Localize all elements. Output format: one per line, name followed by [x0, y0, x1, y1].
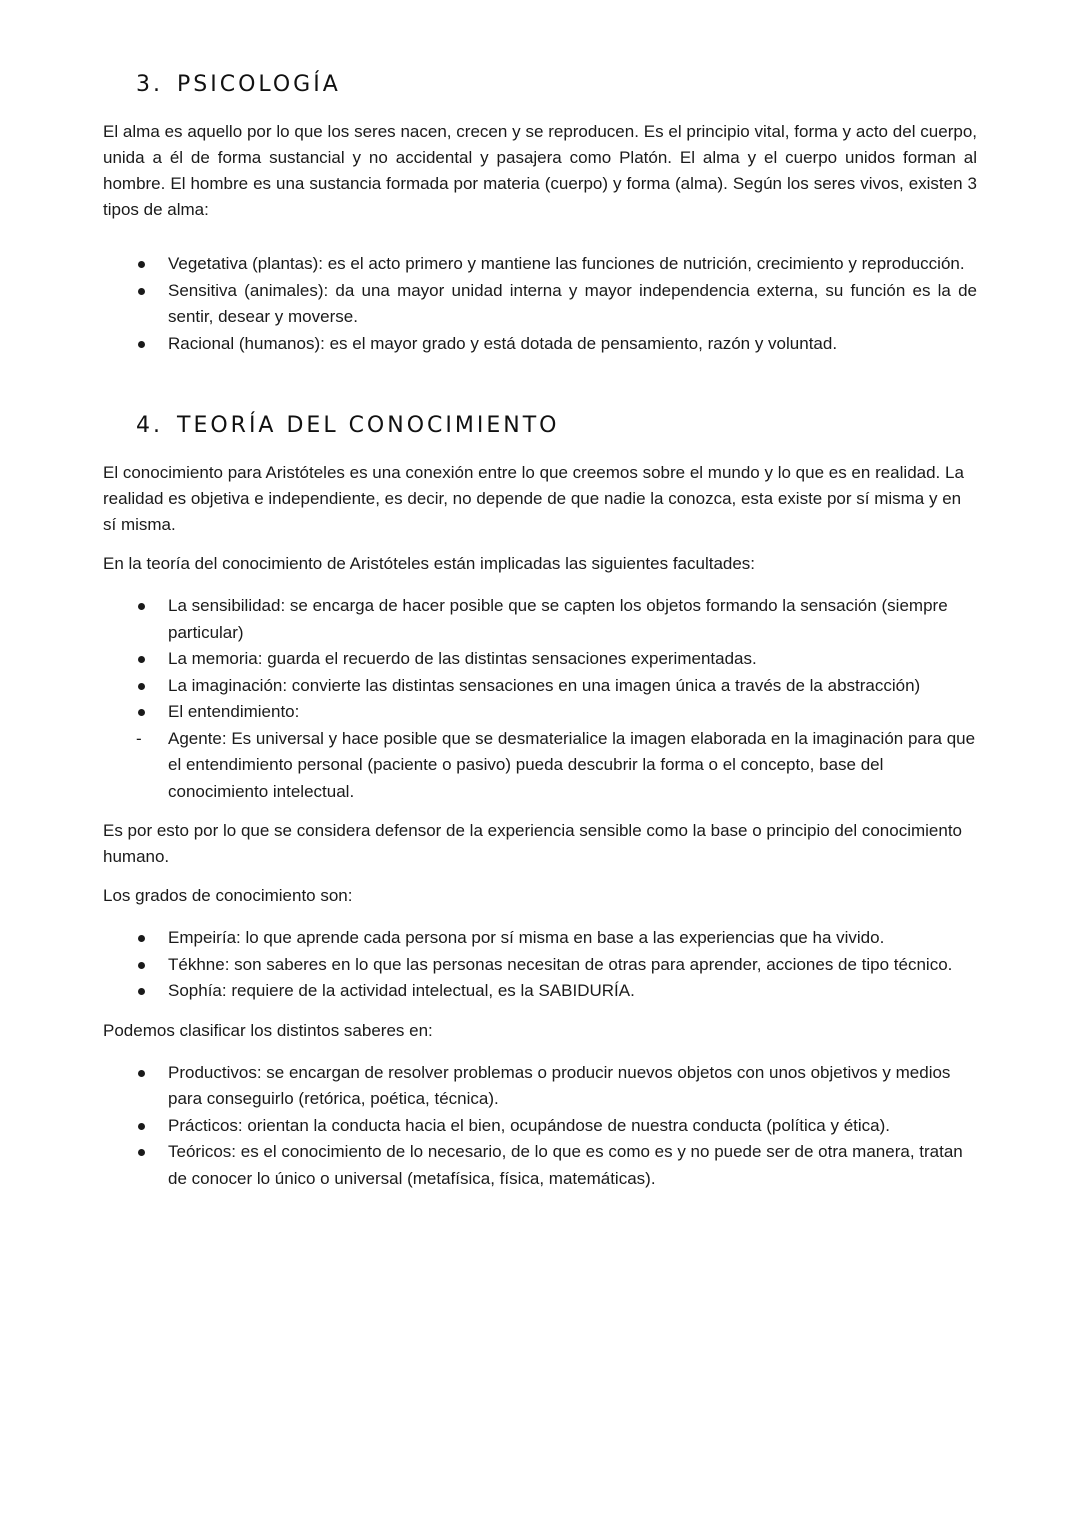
- dash-marker: -: [136, 728, 142, 748]
- list-item: Tékhne: son saberes en lo que las personas necesitan de otras para aprender, acciones de tipo técnico.: [168, 954, 953, 974]
- list-item: Sophía: requiere de la actividad intelectual, es la SABIDURÍA.: [168, 981, 635, 1000]
- section-heading-teoria: [136, 413, 977, 438]
- knowledge-intro-paragraph: Podemos clasificar los distintos saberes en:: [103, 1020, 433, 1040]
- teoria-intro-paragraph: El conocimiento para Aristóteles es una conexión entre lo que creemos sobre el mundo y lo que es en realidad. La realidad es objetiva e independiente, es decir, no depende de que nadie la conozca, esta existe por sí misma y en sí misma.: [103, 463, 964, 534]
- list-item: La sensibilidad: se encarga de hacer posible que se capten los objetos formando la sensación (siempre particular): [168, 596, 948, 642]
- conclusion-paragraph: Es por esto por lo que se considera defensor de la experiencia sensible como la base o principio del conocimiento humano.: [103, 821, 963, 866]
- list-item: Vegetativa (plantas): es el acto primero y mantiene las funciones de nutrición, crecimiento y reproducción.: [168, 254, 965, 273]
- grades-list: [103, 925, 977, 1005]
- knowledge-list: [103, 1060, 977, 1193]
- list-item: Prácticos: orientan la conducta hacia el bien, ocupándose de nuestra conducta (política y ética).: [168, 1115, 890, 1135]
- psicologia-intro-paragraph: El alma es aquello por lo que los seres nacen, crecen y se reproducen. Es el principio vital, forma y acto del cuerpo, unida a él de forma sustancial y no accidental y pasajera como Platón. El alma y el cuerpo unidos forman al hombre. El hombre es una sustancia formada por materia (cuerpo) y forma (alma). Según los seres vivos, existen 3 tipos de alma:: [103, 122, 977, 219]
- faculties-list: [103, 593, 977, 805]
- section-number: 4.: [136, 413, 163, 438]
- soul-types-list: [103, 251, 977, 357]
- section-number: 3.: [136, 72, 163, 97]
- section-title: TEORÍA DEL CONOCIMIENTO: [177, 413, 560, 438]
- list-item: - Agente: Es universal y hace posible que se desmaterialice la imagen elaborada en la imaginación para que el entendimiento personal (paciente o pasivo) pueda descubrir la forma o el concepto, base del conocimiento intelectual.: [103, 726, 977, 806]
- list-item: Sensitiva (animales): da una mayor unidad interna y mayor independencia externa, su función es la de sentir, desear y moverse.: [168, 280, 977, 326]
- list-item: Empeiría: lo que aprende cada persona por sí misma en base a las experiencias que ha vivido.: [168, 928, 885, 947]
- list-item: Racional (humanos): es el mayor grado y está dotada de pensamiento, razón y voluntad.: [168, 333, 838, 353]
- grades-intro-paragraph: Los grados de conocimiento son:: [103, 886, 353, 905]
- list-item: El entendimiento:: [168, 702, 300, 721]
- list-item: La memoria: guarda el recuerdo de las distintas sensaciones experimentadas.: [168, 649, 757, 668]
- list-item: Teóricos: es el conocimiento de lo necesario, de lo que es como es y no puede ser de otra manera, tratan de conocer lo único o universal (metafísica, física, matemáticas).: [168, 1142, 963, 1188]
- list-item: La imaginación: convierte las distintas sensaciones en una imagen única a través de la abstracción): [168, 675, 921, 695]
- section-title: PSICOLOGÍA: [177, 72, 341, 97]
- faculties-intro-paragraph: En la teoría del conocimiento de Aristóteles están implicadas las siguientes facultades:: [103, 554, 756, 573]
- section-heading-psicologia: [136, 72, 977, 97]
- list-item: Productivos: se encargan de resolver problemas o producir nuevos objetos con unos objetivos y medios para conseguirlo (retórica, poética, técnica).: [168, 1062, 951, 1108]
